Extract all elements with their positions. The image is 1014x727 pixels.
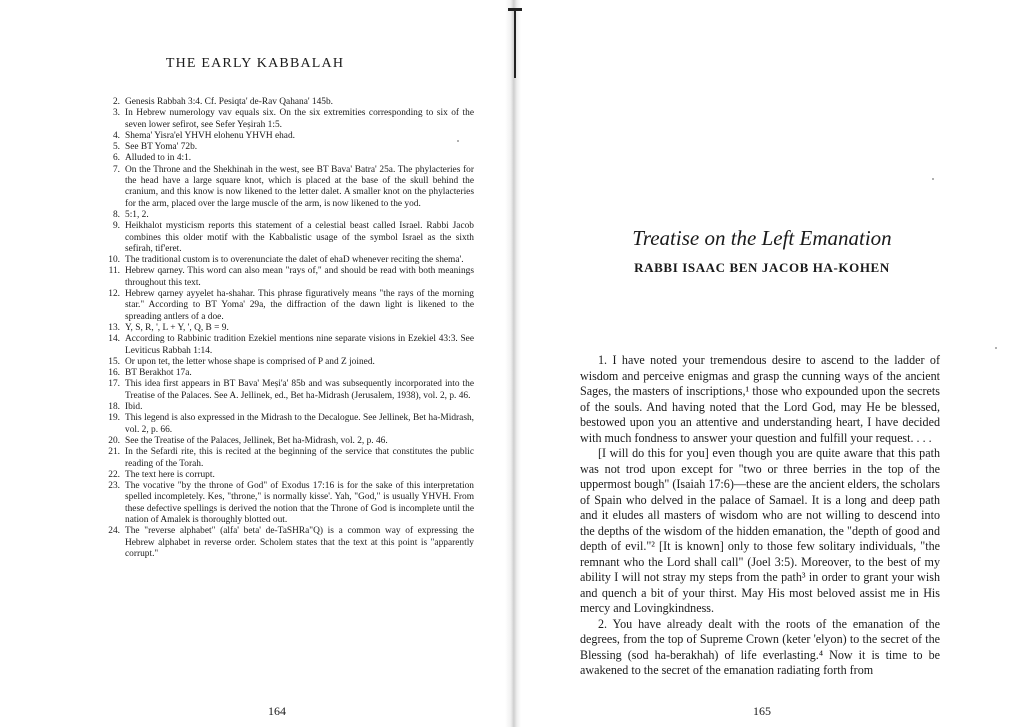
endnote-text: Hebrew qarney ayyelet ha-shahar. This phrase figuratively means "the rays of the morning star." According to BT Yoma' 29a, the diffraction of the dawn light is likened to the spreading antlers of a doe. bbox=[125, 289, 474, 322]
endnote-number: 13. bbox=[108, 322, 120, 333]
endnote-number: 6. bbox=[112, 153, 120, 164]
endnote-item bbox=[104, 210, 474, 221]
endnote-text: Genesis Rabbah 3:4. Cf. Pesiqta' de-Rav Qahana' 145b. bbox=[125, 97, 334, 107]
scan-speck bbox=[457, 140, 459, 142]
body-paragraph: [I will do this for you] even though you are quite aware that this path was not trod upon except for "two or three berries in the top of the uppermost bough" (Isaiah 17:6)—these are the ancient elders, the scholars of Spain who delved in the palace of Samael. It is a long and deep path and it eludes all masters of wisdom who are not willing to descend into the depths of the wisdom of the hidden emanation, the "depth of good and depth of evil."² [It is known] only to those few solitary individuals, "the remnant who the Lord shall call" (Joel 3:5). Moreover, to the best of my ability I will not stray my steps from the path³ in order to grant your wish and quench a bit of your thirst. May His most beloved assist me in His mercy and Lovingkindness. bbox=[580, 446, 940, 615]
endnote-text: In the Sefardi rite, this is recited at the beginning of the service that constitutes the public reading of the Torah. bbox=[125, 447, 474, 469]
body-paragraph: 1. I have noted your tremendous desire to ascend to the ladder of wisdom and perceive enigmas and grasp the cunning ways of the ancient Sages, the masters of inscriptions,¹ those who expounded upon the secrets of the souls. And having noted that the Lord God, may He be blessed, bestowed upon you an attentive and understanding heart, I have decided with much fondness to answer your question and fulfill your request. . . . bbox=[580, 353, 940, 445]
endnote-text: This legend is also expressed in the Midrash to the Decalogue. See Jellinek, Bet ha-Midrash, vol. 2, p. 66. bbox=[125, 413, 474, 435]
endnote-text: In Hebrew numerology vav equals six. On the six extremities corresponding to six of the seven lower sefirot, see Sefer Yeṣirah 1:5. bbox=[125, 108, 474, 130]
endnote-item bbox=[104, 131, 474, 142]
endnote-number: 2. bbox=[112, 97, 120, 107]
endnote-text: The text here is corrupt. bbox=[125, 469, 215, 480]
article-body bbox=[580, 353, 940, 679]
endnote-number: 8. bbox=[112, 209, 120, 220]
endnote-number: 20. bbox=[108, 435, 120, 446]
endnote-text: Shema' Yisra'el YHVH elohenu YHVH ehad. bbox=[125, 130, 296, 141]
endnote-item bbox=[104, 481, 474, 526]
endnote-item bbox=[104, 368, 474, 379]
endnote-number: 18. bbox=[108, 402, 120, 413]
endnote-number: 16. bbox=[108, 368, 120, 379]
endnote-text: According to Rabbinic tradition Ezekiel mentions nine separate visions in Ezekiel 43:3. See Leviticus Rabbah 1:14. bbox=[125, 334, 474, 356]
endnote-number: 10. bbox=[108, 255, 120, 266]
endnote-text: The "reverse alphabet" (alfa' beta' de-TaSHRa"Q) is a common way of expressing the Hebrew alphabet in reverse order. Scholem states that the text at this point is "apparently corrupt." bbox=[125, 526, 474, 559]
endnote-number: 24. bbox=[108, 526, 120, 537]
endnote-number: 15. bbox=[108, 356, 120, 367]
endnote-number: 12. bbox=[108, 289, 120, 300]
endnote-item bbox=[104, 221, 474, 255]
endnote-text: Heikhalot mysticism reports this statement of a celestial beast called Israel. Rabbi Jacob combines this older motif with the Kabbalistic usage of the symbol Israel as the sixth sefirah, tif'eret. bbox=[125, 221, 474, 254]
endnote-text: Hebrew qarney. This word can also mean "rays of," and should be read with both meanings throughout this text. bbox=[125, 266, 474, 288]
endnote-text: This idea first appears in BT Bava' Meṣi'a' 85b and was subsequently incorporated into the Treatise of the Palaces. See A. Jellinek, ed., Bet ha-Midrash (Jerusalem, 1938), vol. 2, p. 46. bbox=[125, 379, 474, 401]
endnote-number: 9. bbox=[112, 221, 120, 232]
endnote-item bbox=[104, 379, 474, 402]
endnote-text: See BT Yoma' 72b. bbox=[125, 142, 198, 153]
endnote-number: 21. bbox=[108, 447, 120, 458]
endnote-text: The vocative "by the throne of God" of Exodus 17:16 is for the sake of this interpretation spelled incompletely. Kes, "throne," is normally kisse'. Yah, "God," is usually YHVH. From these defective spellings is derived the notion that the Throne of God is incomplete until the nation of Amalek is thoroughly blotted out. bbox=[125, 481, 474, 525]
endnote-item bbox=[104, 334, 474, 357]
endnote-item bbox=[104, 357, 474, 368]
endnote-number: 3. bbox=[112, 108, 120, 119]
endnote-number: 22. bbox=[108, 469, 120, 480]
running-head: THE EARLY KABBALAH bbox=[165, 56, 345, 71]
scan-speck bbox=[932, 178, 934, 180]
scan-speck bbox=[995, 347, 997, 349]
endnote-item bbox=[104, 402, 474, 413]
endnote-text: Y, S, R, ', L + Y, ', Q, B = 9. bbox=[125, 322, 229, 333]
endnote-text: The traditional custom is to overenunciate the dalet of ehaD whenever reciting the shema'. bbox=[125, 255, 464, 266]
endnote-text: Ibid. bbox=[125, 402, 143, 413]
endnote-text: Alluded to in 4:1. bbox=[125, 153, 192, 164]
endnote-item bbox=[104, 142, 474, 153]
endnote-item bbox=[104, 447, 474, 470]
article-title: Treatise on the Left Emanation bbox=[632, 226, 892, 250]
endnote-text: See the Treatise of the Palaces, Jellinek, Bet ha-Midrash, vol. 2, p. 46. bbox=[125, 435, 388, 446]
endnote-text: 5:1, 2. bbox=[125, 209, 149, 220]
endnote-number: 5. bbox=[112, 142, 120, 153]
body-paragraph: 2. You have already dealt with the roots of the emanation of the degrees, from the top of Supreme Crown (keter 'elyon) to the secret of the Blessing (sod ha-berakhah) of life everlasting.⁴ Now it is time to be awakened to the secret of the emanation radiating forth from bbox=[580, 616, 940, 677]
endnote-number: 23. bbox=[108, 481, 120, 492]
endnote-item bbox=[104, 165, 474, 210]
endnote-item bbox=[104, 436, 474, 447]
endnote-item bbox=[104, 470, 474, 481]
endnote-number: 11. bbox=[108, 266, 120, 277]
endnote-item bbox=[104, 413, 474, 436]
endnote-item bbox=[104, 153, 474, 164]
endnote-item bbox=[104, 108, 474, 131]
endnote-number: 14. bbox=[108, 334, 120, 345]
article-author: RABBI ISAAC BEN JACOB HA-KOHEN bbox=[634, 260, 890, 275]
page-number-right: 165 bbox=[753, 704, 771, 718]
page-number-left: 164 bbox=[268, 704, 286, 718]
endnote-number: 17. bbox=[108, 379, 120, 390]
endnote-item bbox=[104, 323, 474, 334]
endnote-number: 4. bbox=[112, 130, 120, 141]
endnote-item bbox=[104, 97, 474, 108]
endnote-item bbox=[104, 266, 474, 289]
endnote-item bbox=[104, 526, 474, 560]
endnote-item bbox=[104, 255, 474, 266]
endnotes-list bbox=[104, 97, 474, 560]
endnote-text: On the Throne and the Shekhinah in the west, see BT Bava' Batra' 25a. The phylacteries for the head have a large square knot, which is placed at the base of the skull behind the cranium, and this know is now likened to the letter dalet. A smaller knot on the phylacteries for the arm, placed over the large muscle of the arm, is now likened to the yod. bbox=[125, 164, 474, 209]
endnote-text: BT Berakhot 17a. bbox=[125, 368, 192, 379]
endnote-number: 19. bbox=[108, 413, 120, 424]
endnote-number: 7. bbox=[112, 164, 120, 175]
endnote-text: Or upon tet, the letter whose shape is comprised of P and Z joined. bbox=[125, 356, 375, 367]
endnote-item bbox=[104, 289, 474, 323]
